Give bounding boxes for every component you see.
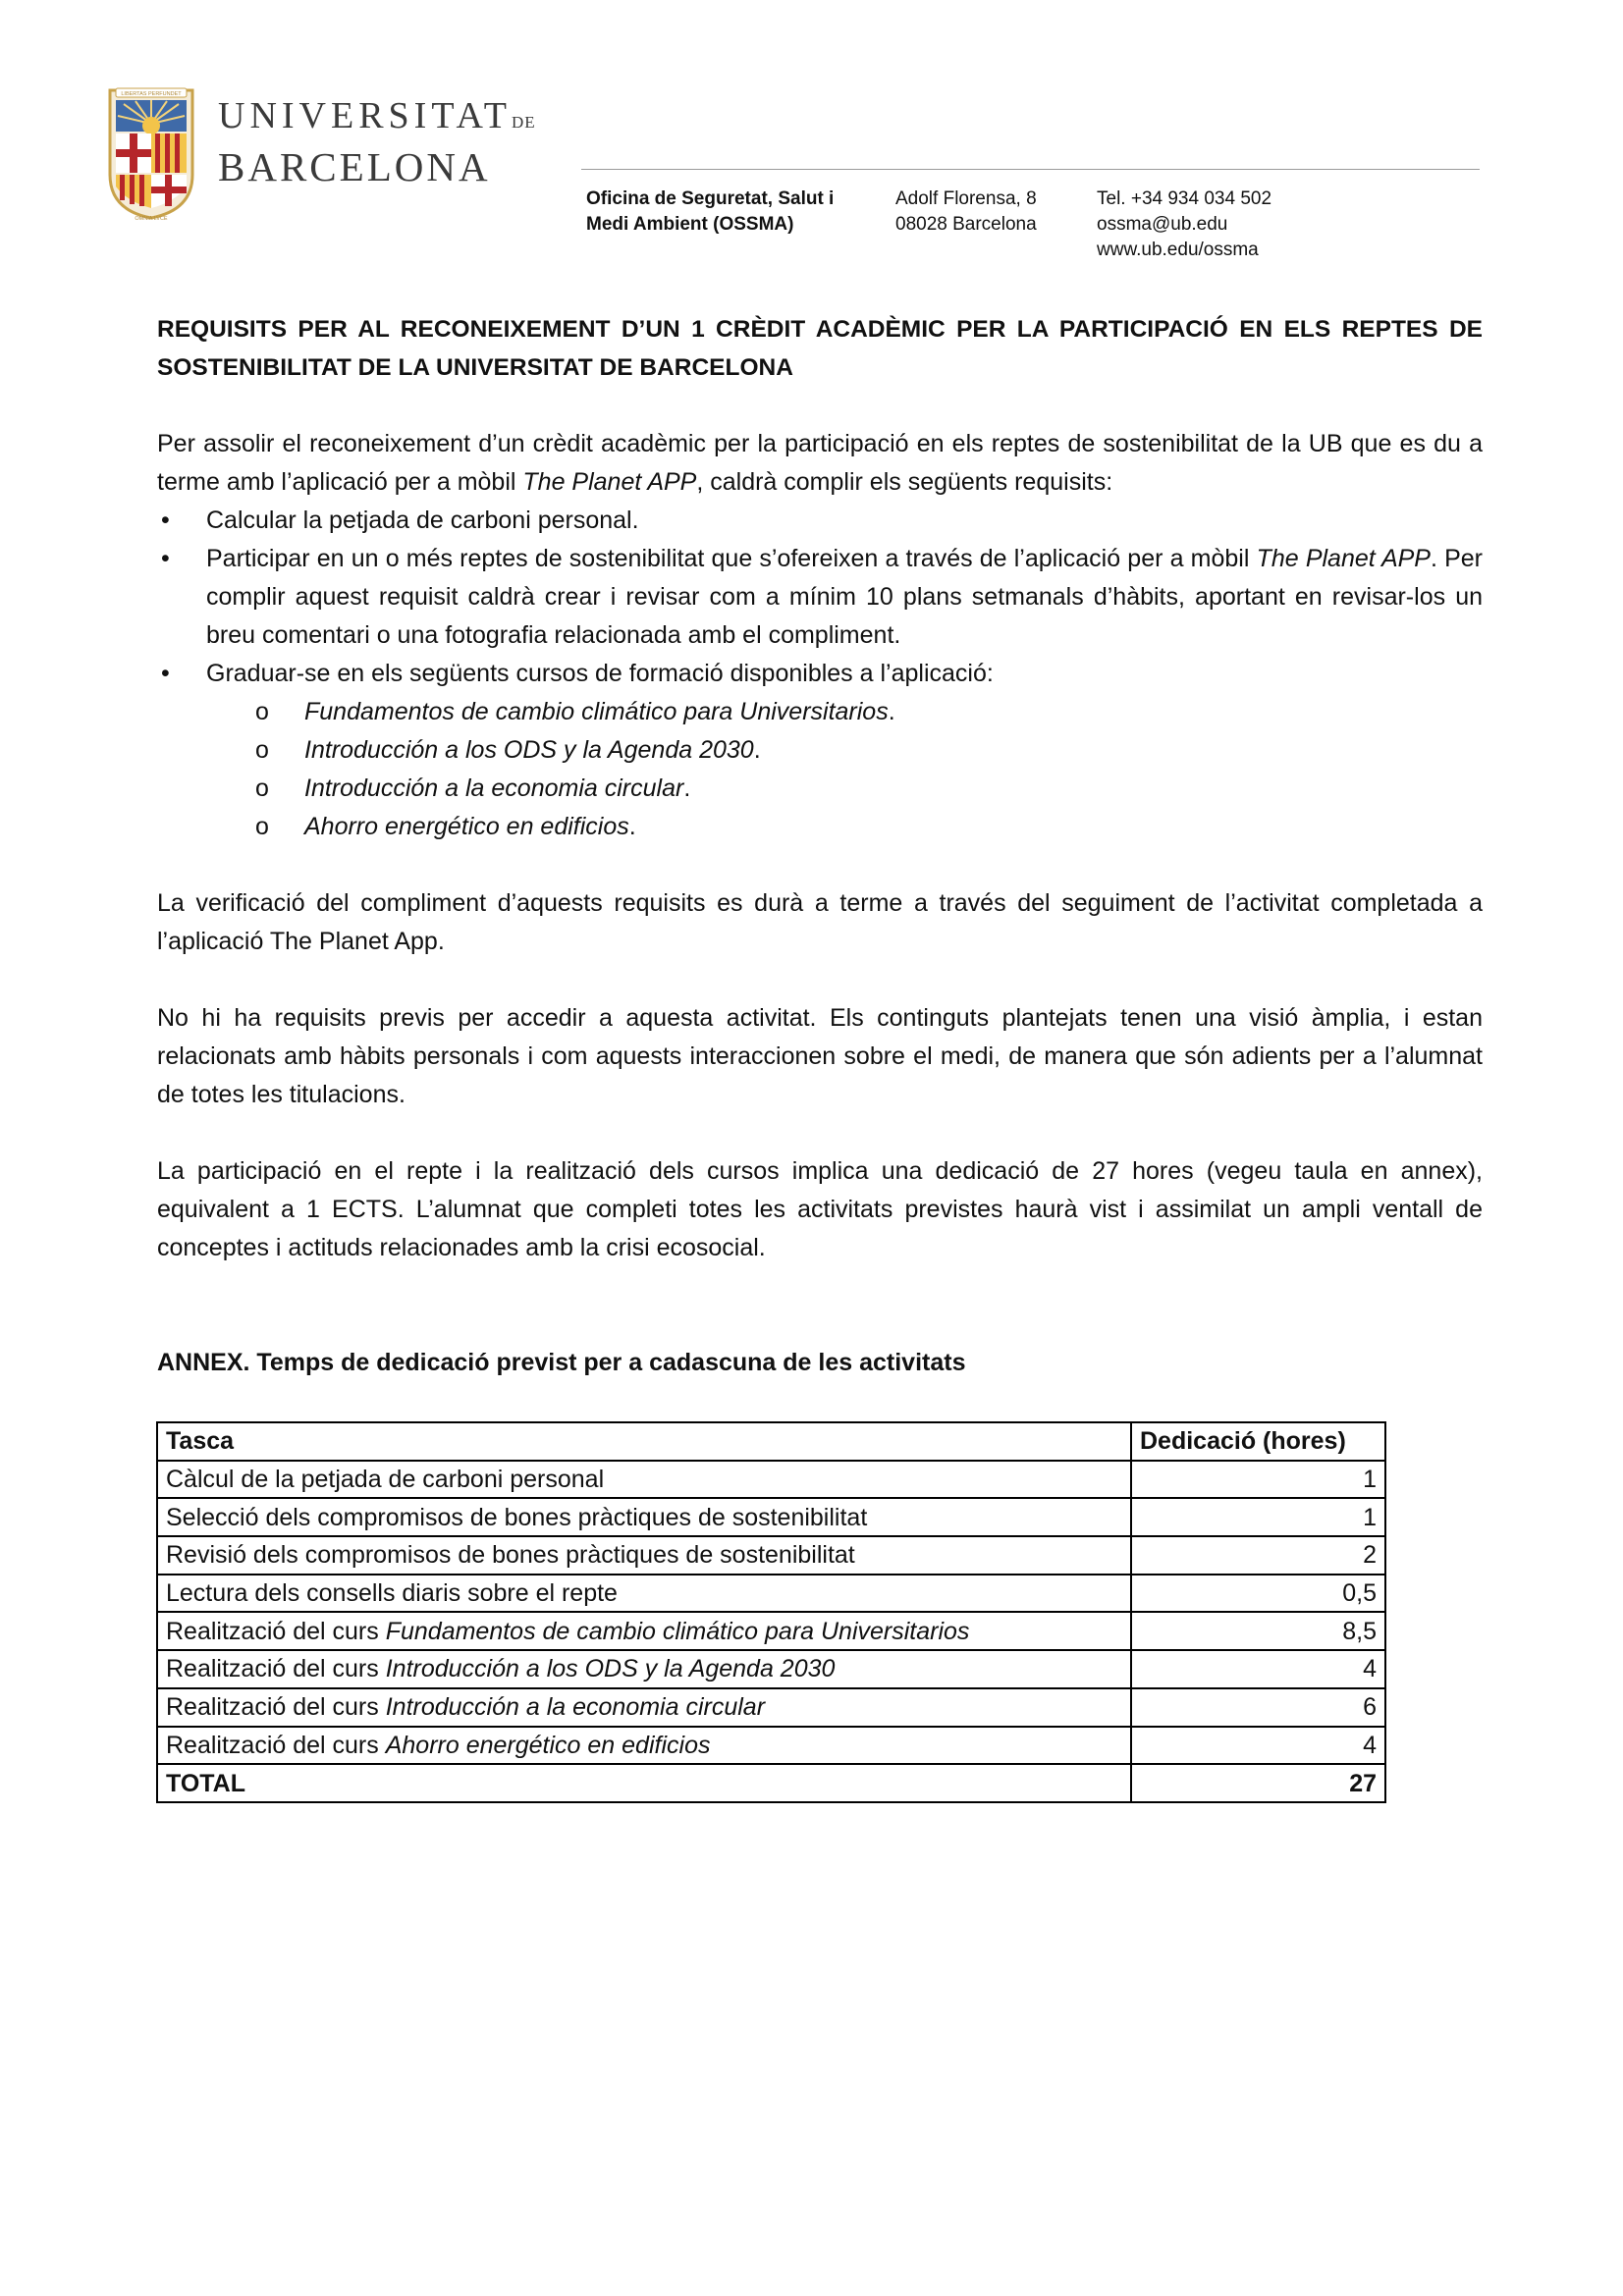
circle-bullet-icon: o xyxy=(255,698,269,725)
course-item xyxy=(206,693,1483,731)
office-contact xyxy=(1097,187,1271,263)
table-total-row xyxy=(157,1764,1385,1802)
intro-paragraph xyxy=(157,425,1483,502)
course-end: . xyxy=(628,813,636,840)
task-cell xyxy=(157,1612,1131,1650)
table-row xyxy=(157,1575,1385,1613)
course-item xyxy=(206,770,1483,808)
header-divider xyxy=(581,169,1480,170)
office-line-1: Oficina de Seguretat, Salut i xyxy=(586,188,835,209)
requirement-text-after: . Per complir aquest requisit caldrà crear i revisar com a mínim 10 plans setmanals d’hàbits, aportant en revisar-los un breu comentari o una fotografia relacionada amb el compliment. xyxy=(206,545,1483,649)
dedication-paragraph: La participació en el repte i la realització dels cursos implica una dedicació de 27 hores (vegeu taula en annex), equivalent a 1 ECTS. L’alumnat que completi totes les activitats previstes haurà vist i assimilat un ampli ventall de conceptes i actituds relacionades amb la crisi ecosocial. xyxy=(157,1157,1483,1261)
total-hours: 27 xyxy=(1131,1764,1385,1802)
table-row xyxy=(157,1498,1385,1536)
circle-bullet-icon: o xyxy=(255,774,269,802)
course-name: Introducción a la economia circular xyxy=(385,1693,766,1722)
logo-motto-top: LIBERTAS PERFUNDET xyxy=(121,91,182,97)
task-cell: Lectura dels consells diaris sobre el repte xyxy=(157,1575,1131,1613)
wordmark-universitat: UNIVERSITAT xyxy=(218,95,512,136)
hours-cell: 2 xyxy=(1131,1536,1385,1575)
requirement-text-before: Participar en un o més reptes de sostenibilitat que s’ofereixen a través de l’aplicació per a mòbil xyxy=(206,545,1257,572)
course-name: Ahorro energético en edificios xyxy=(385,1731,711,1759)
course-name: Ahorro energético en edificios xyxy=(304,813,629,840)
requirement-item xyxy=(157,502,1483,540)
table-row xyxy=(157,1536,1385,1575)
course-item xyxy=(206,731,1483,770)
courses-list xyxy=(206,693,1483,846)
table-row xyxy=(157,1612,1385,1650)
contact-website[interactable]: www.ub.edu/ossma xyxy=(1097,240,1259,260)
course-name: Fundamentos de cambio climático para Universitarios xyxy=(304,698,889,725)
office-line-2: Medi Ambient (OSSMA) xyxy=(586,214,794,235)
document-title: REQUISITS PER AL RECONEIXEMENT D’UN 1 CRÈDIT ACADÈMIC PER LA PARTICIPACIÓ EN ELS REPTES DE SOSTENIBILITAT DE LA UNIVERSITAT DE BARCELONA xyxy=(157,316,1483,381)
office-name xyxy=(586,187,834,238)
course-name: Introducción a los ODS y la Agenda 2030 xyxy=(385,1655,836,1683)
requirement-item xyxy=(157,655,1483,846)
address-line-1: Adolf Florensa, 8 xyxy=(895,188,1037,209)
header-task: Tasca xyxy=(157,1422,1131,1461)
hours-cell: 8,5 xyxy=(1131,1612,1385,1650)
course-item xyxy=(206,808,1483,846)
table-row xyxy=(157,1688,1385,1727)
hours-cell: 4 xyxy=(1131,1727,1385,1765)
bullet-icon: • xyxy=(161,507,170,534)
intro-app-name: The Planet APP xyxy=(522,468,697,496)
bullet-icon: • xyxy=(161,545,170,572)
course-end: . xyxy=(753,736,761,764)
verification-paragraph: La verificació del compliment d’aquests requisits es durà a terme a través del seguiment de l’activitat completada a l’aplicació The Planet App. xyxy=(157,889,1483,955)
annex-title: ANNEX. Temps de dedicació previst per a cadascuna de les activitats xyxy=(157,1349,966,1376)
wordmark-barcelona: BARCELONA xyxy=(218,144,491,189)
hours-cell: 0,5 xyxy=(1131,1575,1385,1613)
hours-cell: 1 xyxy=(1131,1498,1385,1536)
course-prefix: Realització del curs xyxy=(166,1731,386,1759)
task-cell: Revisió dels compromisos de bones pràctiques de sostenibilitat xyxy=(157,1536,1131,1575)
table-row xyxy=(157,1461,1385,1499)
address-line-2: 08028 Barcelona xyxy=(895,214,1037,235)
task-cell: Selecció dels compromisos de bones pràctiques de sostenibilitat xyxy=(157,1498,1131,1536)
requirement-app-name: The Planet APP xyxy=(1256,545,1431,572)
task-cell xyxy=(157,1727,1131,1765)
table-row xyxy=(157,1727,1385,1765)
contact-email[interactable]: ossma@ub.edu xyxy=(1097,214,1228,235)
task-cell xyxy=(157,1688,1131,1727)
requirement-text: Graduar-se en els següents cursos de formació disponibles a l’aplicació: xyxy=(206,660,994,687)
annex-table xyxy=(156,1421,1386,1803)
course-name: Fundamentos de cambio climático para Universitarios xyxy=(385,1617,970,1645)
contact-phone: Tel. +34 934 034 502 xyxy=(1097,188,1272,209)
bullet-icon: • xyxy=(161,660,170,687)
course-prefix: Realització del curs xyxy=(166,1693,386,1722)
prerequisites-paragraph: No hi ha requisits previs per accedir a aquesta activitat. Els continguts plantejats tenen una visió àmplia, i estan relacionats amb hàbits personals i com aquests interaccionen sobre el medi, de manera que són adients per a l’alumnat de totes les titulacions. xyxy=(157,1004,1483,1108)
office-address xyxy=(895,187,1037,238)
course-end: . xyxy=(683,774,691,802)
circle-bullet-icon: o xyxy=(255,813,269,840)
requirement-text: Calcular la petjada de carboni personal. xyxy=(206,507,639,534)
table-header-row xyxy=(157,1422,1385,1461)
course-prefix: Realització del curs xyxy=(166,1617,386,1645)
task-cell xyxy=(157,1650,1131,1688)
task-cell: Càlcul de la petjada de carboni personal xyxy=(157,1461,1131,1499)
hours-cell: 1 xyxy=(1131,1461,1385,1499)
header-hours: Dedicació (hores) xyxy=(1131,1422,1385,1461)
wordmark-de: DE xyxy=(511,113,536,132)
table-row xyxy=(157,1650,1385,1688)
university-logo xyxy=(106,84,196,222)
course-prefix: Realització del curs xyxy=(166,1655,386,1683)
hours-cell: 6 xyxy=(1131,1688,1385,1727)
intro-text-before: Per assolir el reconeixement d’un crèdit acadèmic per la participació en els reptes de sostenibilitat de la UB que es du a terme amb l’aplicació per a mòbil xyxy=(157,430,1483,496)
requirements-list xyxy=(157,502,1483,846)
intro-text-after: , caldrà complir els següents requisits: xyxy=(696,468,1113,496)
course-name: Introducción a los ODS y la Agenda 2030 xyxy=(304,736,754,764)
total-label: TOTAL xyxy=(157,1764,1131,1802)
circle-bullet-icon: o xyxy=(255,736,269,764)
requirement-item xyxy=(157,540,1483,655)
university-wordmark xyxy=(218,94,536,189)
course-end: . xyxy=(888,698,895,725)
course-name: Introducción a la economia circular xyxy=(304,774,684,802)
hours-cell: 4 xyxy=(1131,1650,1385,1688)
logo-motto-bottom: OMNIA LVCE xyxy=(135,216,168,222)
